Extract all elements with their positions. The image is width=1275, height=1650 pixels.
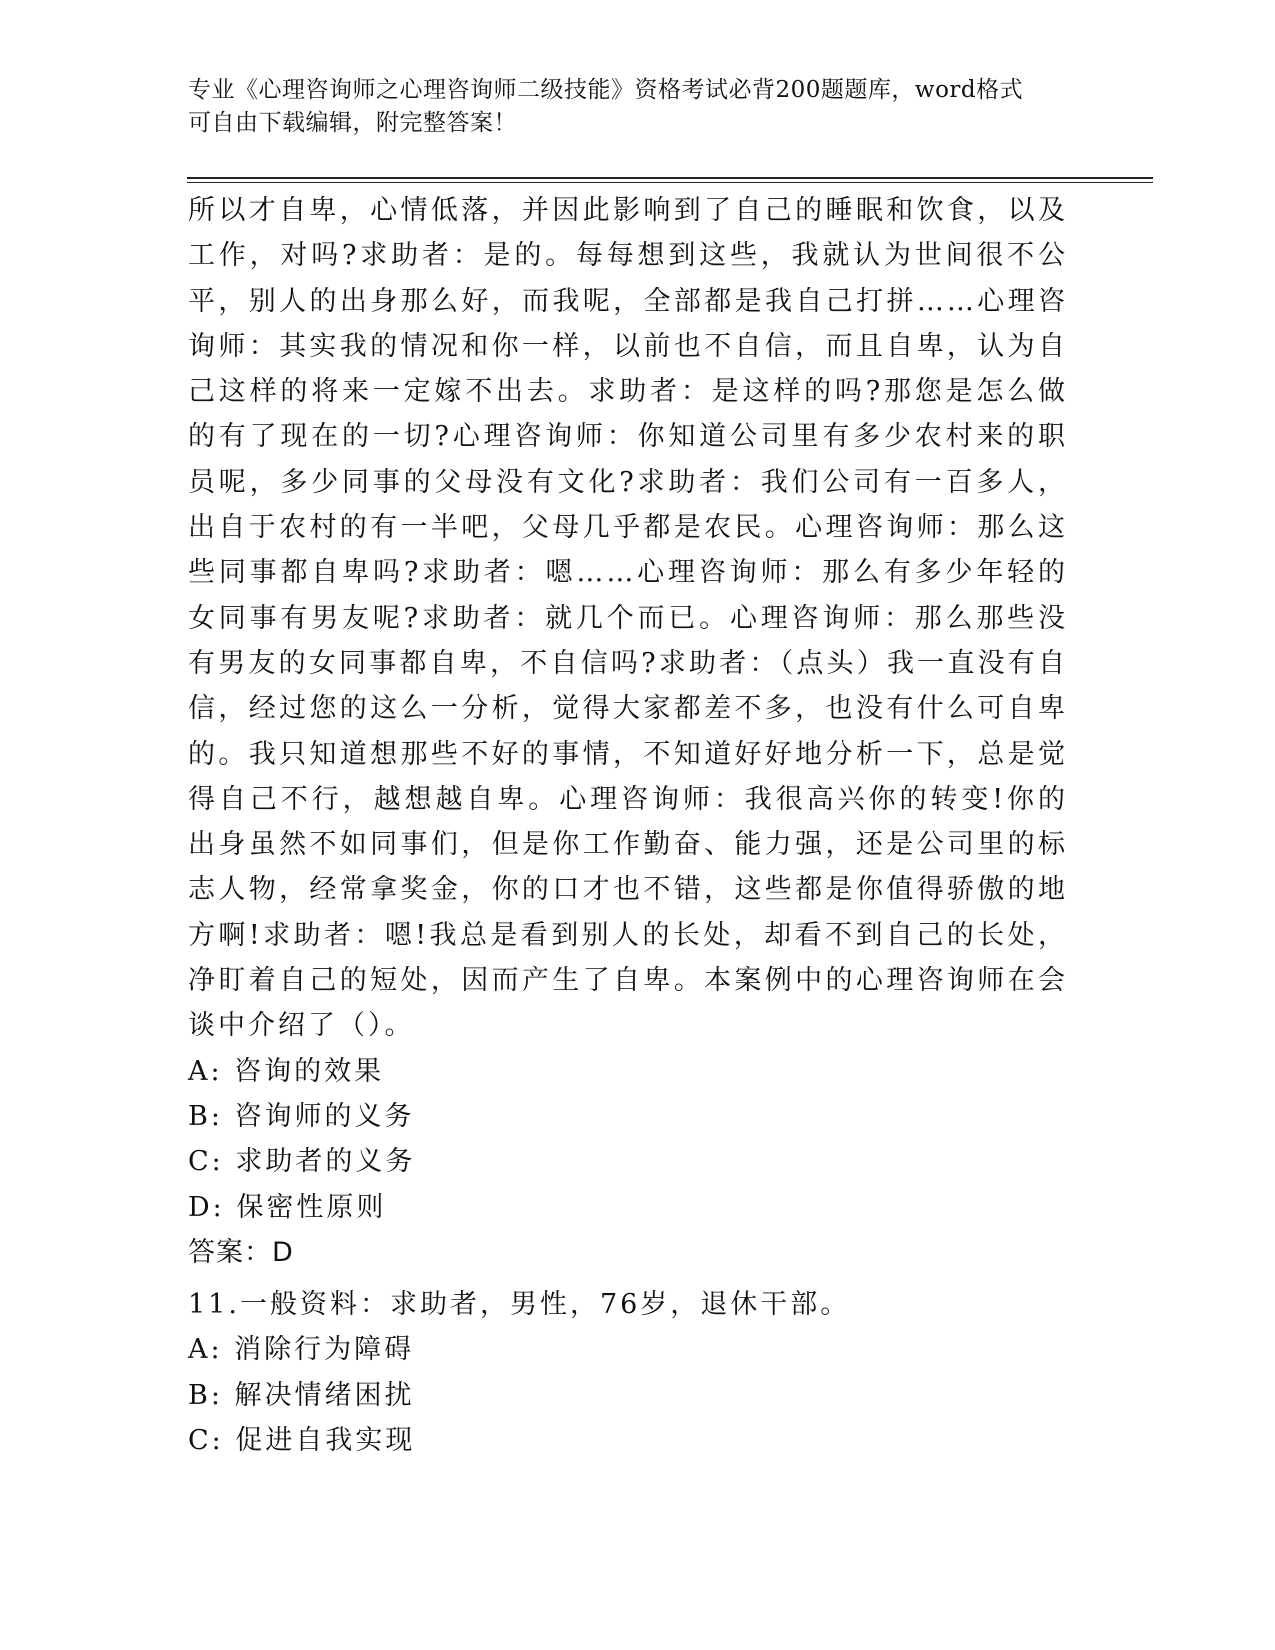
question-10-block [188,188,1068,1275]
header-divider-thick [187,177,1153,179]
header-divider-thin [187,182,1153,183]
question-10-option-a: A: 咨询的效果 [188,1055,385,1087]
question-11-text: 11.一般资料：求助者，男性，76岁，退休干部。 [188,1289,851,1320]
header-title-line-1: 专业《心理咨询师之心理咨询师二级技能》资格考试必背200题题库，word格式 [188,77,1024,103]
question-10-answer: 答案：D [188,1236,294,1268]
question-10-text: 所以才自卑，心情低落，并因此影响到了自己的睡眠和饮食，以及工作，对吗?求助者：是的。每每想到这些，我就认为世间很不公平，别人的出身那么好，而我呢，全部都是我自己打拼……心理咨询师：其实我的情况和你一样，以前也不自信，而且自卑，认为自己这样的将来一定嫁不出去。求助者：是这样的吗?那您是怎么做的有了现在的一切?心理咨询师：你知道公司里有多少农村来的职员呢，多少同事的父母没有文化?求助者：我们公司有一百多人，出自于农村的有一半吧，父母几乎都是农民。心理咨询师：那么这些同事都自卑吗?求助者：嗯……心理咨询师：那么有多少年轻的女同事有男友呢?求助者：就几个而已。心理咨询师：那么那些没有男友的女同事都自卑，不自信吗?求助者：（点头）我一直没有自信，经过您的这么一分析，觉得大家都差不多，也没有什么可自卑的。我只知道想那些不好的事情，不知道好好地分析一下，总是觉得自己不行，越想越自卑。心理咨询师：我很高兴你的转变!你的出身虽然不如同事们，但是你工作勤奋、能力强，还是公司里的标志人物，经常拿奖金，你的口才也不错，这些都是你值得骄傲的地方啊!求助者：嗯!我总是看到别人的长处，却看不到自己的长处，净盯着自己的短处，因而产生了自卑。本案例中的心理咨询师在会谈中介绍了（）。 [188,195,1068,1042]
question-11-block [188,1282,1068,1463]
question-11-option-b: B: 解决情绪困扰 [188,1379,415,1411]
question-11-option-a: A: 消除行为障碍 [188,1334,415,1366]
header-title-line-2: 可自由下载编辑，附完整答案！ [188,110,517,136]
page-header [188,74,1088,140]
question-11-option-c: C: 促进自我实现 [188,1424,416,1456]
question-10-option-c: C: 求助者的义务 [188,1146,416,1178]
question-10-option-b: B: 咨询师的义务 [188,1100,415,1132]
question-10-option-d: D: 保密性原则 [188,1191,387,1223]
